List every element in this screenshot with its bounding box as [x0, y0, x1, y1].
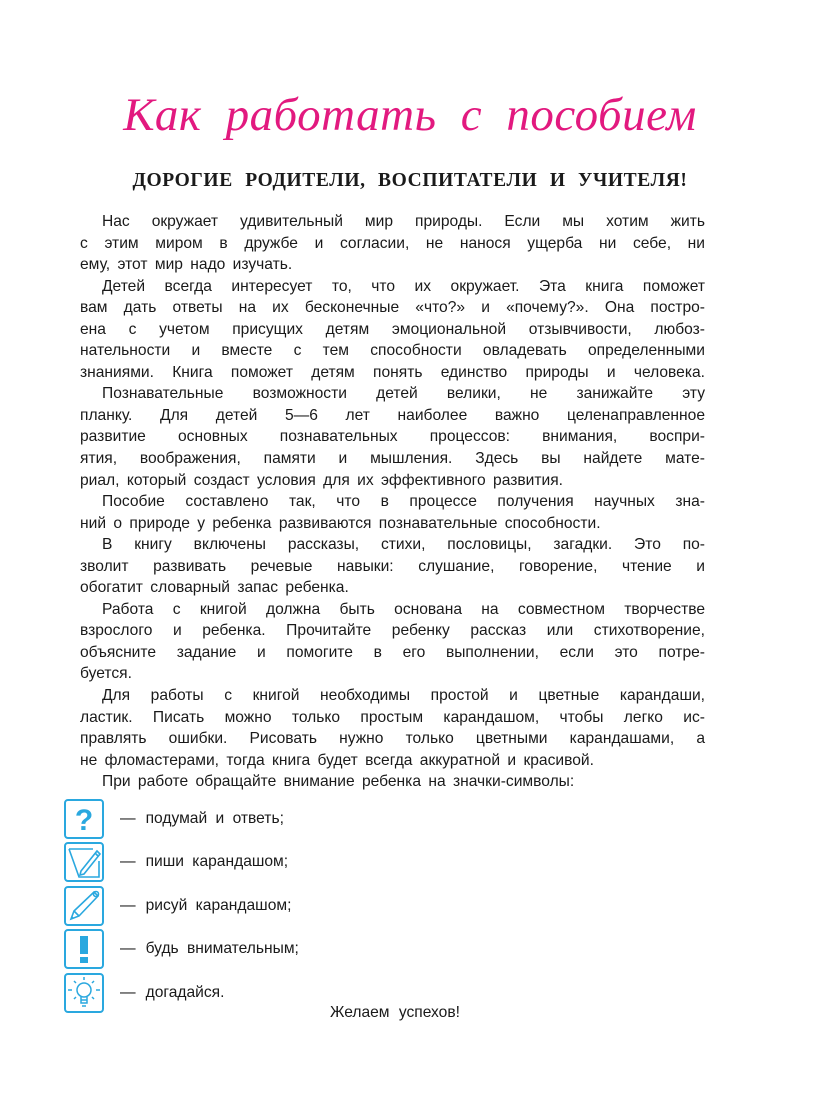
text-line: Нас окружает удивительный мир природы. Если мы хотим жить	[102, 213, 705, 230]
text-line: объясните задание и помогите в его выполнении, если это потре-	[80, 643, 705, 661]
text-line: зволит развивать речевые навыки: слушание, говорение, чтение и	[80, 557, 705, 575]
legend-item	[64, 884, 299, 928]
text-line: ятия, воображения, памяти и мышления. Здесь вы найдете мате-	[80, 450, 705, 468]
legend-dash: —	[120, 940, 136, 958]
page-title: Как работать с пособием	[123, 89, 697, 141]
question-icon	[64, 799, 104, 839]
legend-item	[64, 797, 299, 841]
text-line: не фломастерами, тогда книга будет всегда аккуратной и красивой.	[80, 751, 594, 769]
legend-dash: —	[120, 983, 136, 1001]
legend-item	[64, 971, 299, 1015]
text-line: При работе обращайте внимание ребенка на значки-символы:	[102, 773, 575, 791]
text-line: риал, который создаст условия для их эффективного развития.	[80, 471, 563, 489]
text-line: Для работы с книгой необходимы простой и цветные карандаши,	[102, 687, 705, 705]
symbol-legend	[64, 797, 299, 1015]
text-line: развитие основных познавательных процессов: внимания, воспри-	[80, 428, 705, 446]
body-text	[80, 211, 705, 793]
address-heading: ДОРОГИЕ РОДИТЕЛИ, ВОСПИТАТЕЛИ И УЧИТЕЛЯ!	[132, 170, 688, 191]
legend-item	[64, 841, 299, 885]
text-line: ему, этот мир надо изучать.	[80, 256, 293, 274]
text-line: буется.	[80, 665, 132, 683]
legend-text: пиши карандашом;	[145, 853, 289, 871]
lightbulb-icon	[64, 973, 104, 1013]
legend-dash: —	[120, 853, 136, 871]
closing-wish: Желаем успехов!	[330, 1004, 460, 1021]
legend-text: догадайся.	[145, 983, 225, 1001]
text-line: ена с учетом присущих детям эмоциональной отзывчивости, любоз-	[80, 320, 705, 338]
text-line: Пособие составлено так, что в процессе получения научных зна-	[102, 493, 705, 511]
legend-dash: —	[120, 809, 136, 827]
text-line: правлять ошибки. Рисовать нужно только цветными карандашами, а	[80, 730, 705, 748]
exclamation-icon	[64, 929, 104, 969]
text-line: знаниями. Книга поможет детям понять единство природы и человека.	[80, 363, 705, 381]
text-line: нательности и вместе с тем способности овладевать определенными	[80, 342, 705, 360]
legend-text: будь внимательным;	[145, 940, 299, 958]
text-line: с этим миром в дружбе и согласии, не нанося ущерба ни себе, ни	[80, 234, 705, 252]
write-pen-icon	[64, 842, 104, 882]
legend-text: подумай и ответь;	[145, 809, 284, 827]
text-line: Детей всегда интересует то, что их окружает. Эта книга поможет	[102, 277, 705, 295]
legend-item	[64, 928, 299, 972]
text-line: ний о природе у ребенка развиваются познавательные способности.	[80, 514, 601, 532]
text-line: обогатит словарный запас ребенка.	[80, 579, 349, 597]
text-line: В книгу включены рассказы, стихи, пословицы, загадки. Это по-	[102, 536, 705, 554]
text-line: Познавательные возможности детей велики, не занижайте эту	[102, 385, 705, 403]
text-line: ластик. Писать можно только простым карандашом, чтобы легко ис-	[80, 708, 705, 726]
text-line: планку. Для детей 5—6 лет наиболее важно целенаправленное	[80, 406, 705, 424]
text-line: взрослого и ребенка. Прочитайте ребенку рассказ или стихотворение,	[80, 622, 705, 640]
svg-text:?: ?	[74, 803, 94, 834]
legend-dash: —	[120, 896, 136, 914]
pencil-icon	[64, 886, 104, 926]
text-line: Работа с книгой должна быть основана на совместном творчестве	[102, 600, 705, 618]
text-line: вам дать ответы на их бесконечные «что?» и «почему?». Она постро-	[80, 299, 705, 317]
legend-text: рисуй карандашом;	[145, 896, 292, 914]
